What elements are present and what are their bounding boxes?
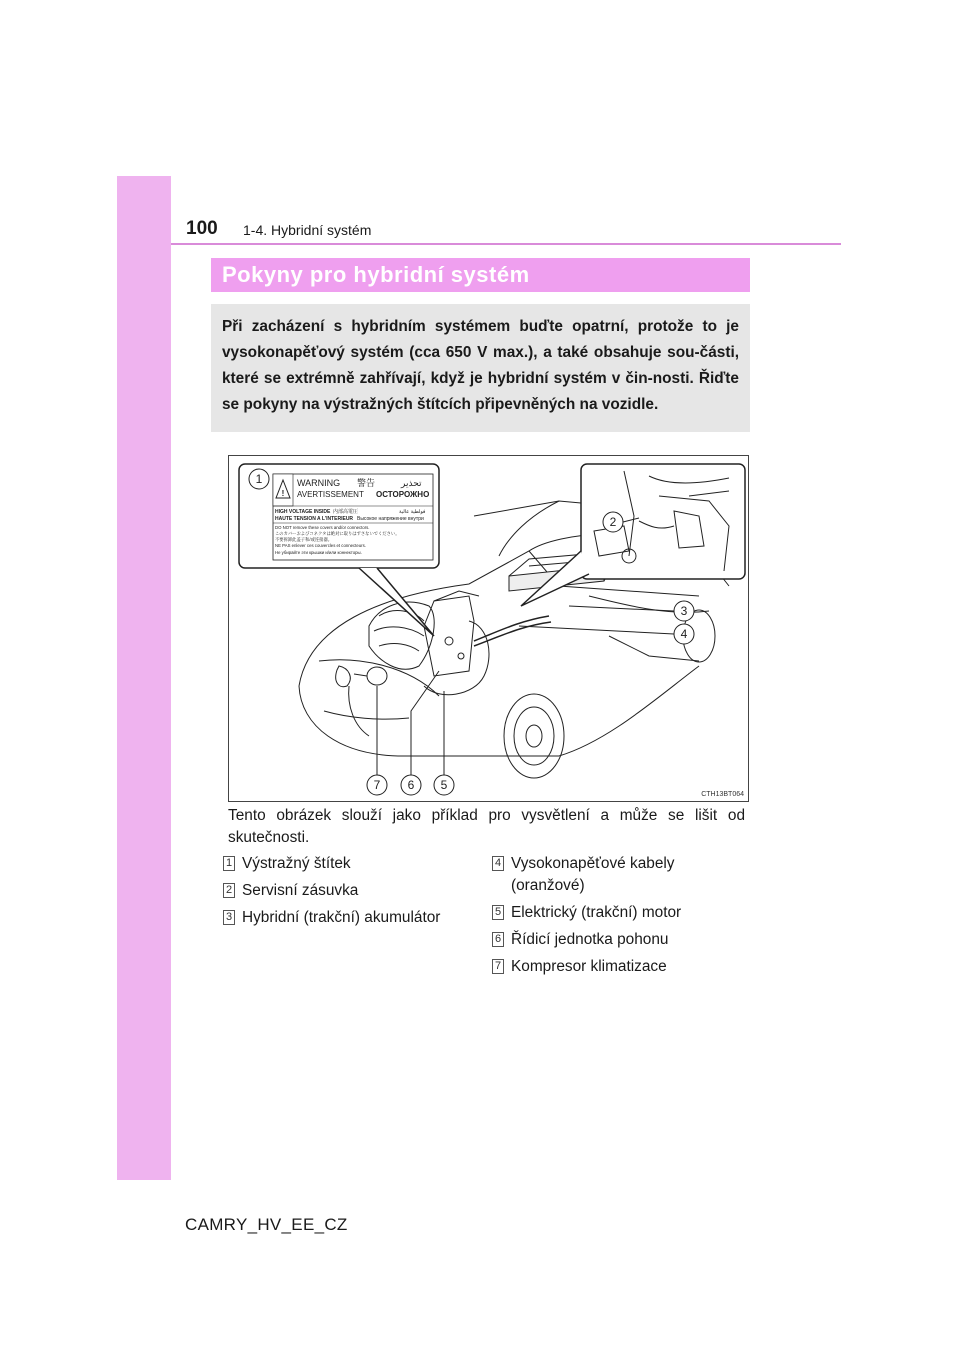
- chapter-title: 1-4. Hybridní systém: [243, 222, 372, 238]
- figure-caption: Tento obrázek slouží jako příklad pro vysvětlení a může se lišit od skutečnosti.: [228, 807, 745, 846]
- intro-text: Při zacházení s hybridním systémem buďte opatrní, protože to je vysokonapěťový systém (cca 650 V max.), a také obsahuje sou-části, které se extrémně zahřívají, když je hybridní systém v čin-nosti. Řiďte se pokyny na výstražných štítcích připevněných na vozidle.: [222, 318, 739, 413]
- callout-4: 4: [680, 627, 688, 641]
- label-heading-jp: 警告: [357, 478, 376, 488]
- label-heading-fr: AVERTISSEMENT: [297, 490, 364, 499]
- legend-label-continued: (oranžové): [511, 877, 585, 894]
- legend-label: Výstražný štítek: [242, 855, 351, 872]
- legend-number: 3: [223, 910, 235, 925]
- label-line7-ru: Не убирайте эти крышки и/или коннекторы.: [275, 550, 362, 555]
- legend-number: 2: [223, 883, 235, 898]
- label-line6-fr: NE PAS enlever ces couvercles et connecteurs.: [275, 543, 366, 548]
- car-illustration: [229, 456, 750, 803]
- figure-code: CTH13BT064: [701, 791, 744, 798]
- chapter-side-tab: [117, 176, 171, 1180]
- label-heading-ar: تحذير: [401, 478, 422, 488]
- label-heading-ru: ОСТОРОЖНО: [376, 490, 430, 499]
- label-line1-jp: 内部高電圧: [333, 509, 359, 515]
- legend-label: Hybridní (trakční) akumulátor: [242, 909, 441, 926]
- header-rule: [171, 243, 841, 245]
- label-line5-jp: 不要拆卸此盖子和/或连接器。: [275, 537, 333, 542]
- label-line4-jp: このカバーおよびコネクタは絶対に取りはずさないでください。: [275, 531, 400, 536]
- legend-label: Vysokonapěťové kabely: [511, 855, 675, 872]
- footer-document-code: CAMRY_HV_EE_CZ: [185, 1215, 348, 1234]
- hybrid-system-figure: [228, 455, 749, 802]
- legend-label: Kompresor klimatizace: [511, 958, 667, 975]
- legend-label: Řídicí jednotka pohonu: [511, 931, 669, 948]
- legend-label: Elektrický (trakční) motor: [511, 904, 682, 921]
- callout-6: 6: [407, 778, 415, 792]
- section-title: Pokyny pro hybridní systém: [211, 258, 750, 292]
- callout-5: 5: [440, 778, 448, 792]
- legend-number: 1: [223, 856, 235, 871]
- label-heading-en: WARNING: [297, 478, 341, 488]
- callout-3: 3: [680, 604, 688, 618]
- legend-label: Servisní zásuvka: [242, 882, 359, 899]
- legend-number: 5: [492, 905, 504, 920]
- svg-text:!: !: [281, 489, 285, 498]
- label-line2-fr: HAUTE TENSION A L'INTERIEUR: [275, 516, 354, 522]
- legend-number: 7: [492, 959, 504, 974]
- callout-1: 1: [255, 472, 263, 486]
- callout-2: 2: [609, 515, 617, 529]
- page-number: 100: [186, 218, 218, 239]
- label-line1-en: HIGH VOLTAGE INSIDE: [275, 509, 331, 515]
- intro-warning-box: [211, 304, 750, 432]
- callout-7: 7: [373, 778, 381, 792]
- label-line2-ru: Высокое напряжение внутри: [357, 516, 424, 522]
- label-line3-en: DO NOT remove these covers and/or connectors.: [275, 525, 370, 530]
- label-line1-ar: فولطية عالية: [399, 509, 426, 515]
- legend-number: 6: [492, 932, 504, 947]
- legend-number: 4: [492, 856, 504, 871]
